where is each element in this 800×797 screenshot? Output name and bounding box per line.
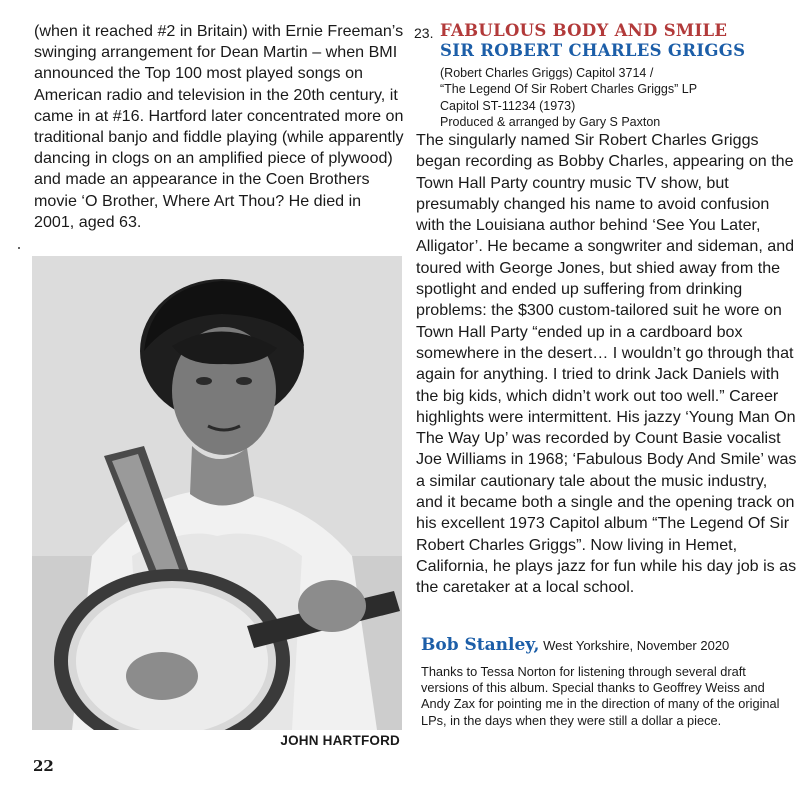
track-artist: SIR ROBERT CHARLES GRIGGS <box>440 41 746 60</box>
author-signature <box>421 635 729 655</box>
credit-line: “The Legend Of Sir Robert Charles Griggs” LP <box>440 82 698 97</box>
left-column-paragraph: (when it reached #2 in Britain) with Ernie Freeman’s swinging arrangement for Dean Martin – when BMI announced the Top 100 most played songs on American radio and television in the 20th century, it came in at #16. Hartford later concentrated more on traditional banjo and fiddle playing (while apparently dancing in clogs on an amplified piece of plywood) and made an appearance in the Coen Brothers movie ‘O Brother, Where Art Thou? He died in 2001, aged 63. <box>34 22 404 231</box>
credit-line: Produced & arranged by Gary S Paxton <box>440 115 661 130</box>
credit-line: (Robert Charles Griggs) Capitol 3714 / <box>440 66 654 80</box>
signature-place-date: West Yorkshire, November 2020 <box>543 638 730 653</box>
acknowledgements: Thanks to Tessa Norton for listening through several draft versions of this album. Special thanks to Geoffrey Weiss and Andy Zax for pointing me in the direction of many of the original LPs, in the days when they were still a dollar a piece. <box>421 664 780 728</box>
print-speck <box>18 247 20 249</box>
john-hartford-photo <box>32 256 402 730</box>
track-credits <box>440 65 697 131</box>
track-body-text: The singularly named Sir Robert Charles Griggs began recording as Bobby Charles, appearing on the Town Hall Party country music TV show, but presumably changed his name to avoid confusion with the Louisiana author behind ‘See You Later, Alligator’. He became a songwriter and sideman, and toured with George Jones, but shied away from the spotlight and ended up suffering from drinking problems: the $300 custom-tailored suit he wore on Town Hall Party “ended up in a cardboard box somewhere in the desert… I wouldn’t go through that again for anything. I tried to drink Jack Daniels with the big kids, which didn’t work out too well.” Career highlights were intermittent. His jazzy ‘Young Man On The Way Up’ was recorded by Count Basie vocalist Joe Williams in 1968; ‘Fabulous Body And Smile’ was a similar cautionary tale about the music industry, and it became both a single and the opening track on his excellent 1973 Capitol album “The Legend Of Sir Robert Charles Griggs”. Now living in Hemet, California, he plays jazz for fun while his day job is as the caretaker at a local school. <box>416 131 797 597</box>
photo-caption: JOHN HARTFORD <box>280 733 400 748</box>
track-heading <box>440 21 745 61</box>
author-name: Bob Stanley, <box>421 635 540 655</box>
track-number: 23. <box>414 25 434 41</box>
track-title: FABULOUS BODY AND SMILE <box>440 21 728 40</box>
page-number: 22 <box>33 757 54 775</box>
credit-line: Capitol ST-11234 (1973) <box>440 98 576 113</box>
